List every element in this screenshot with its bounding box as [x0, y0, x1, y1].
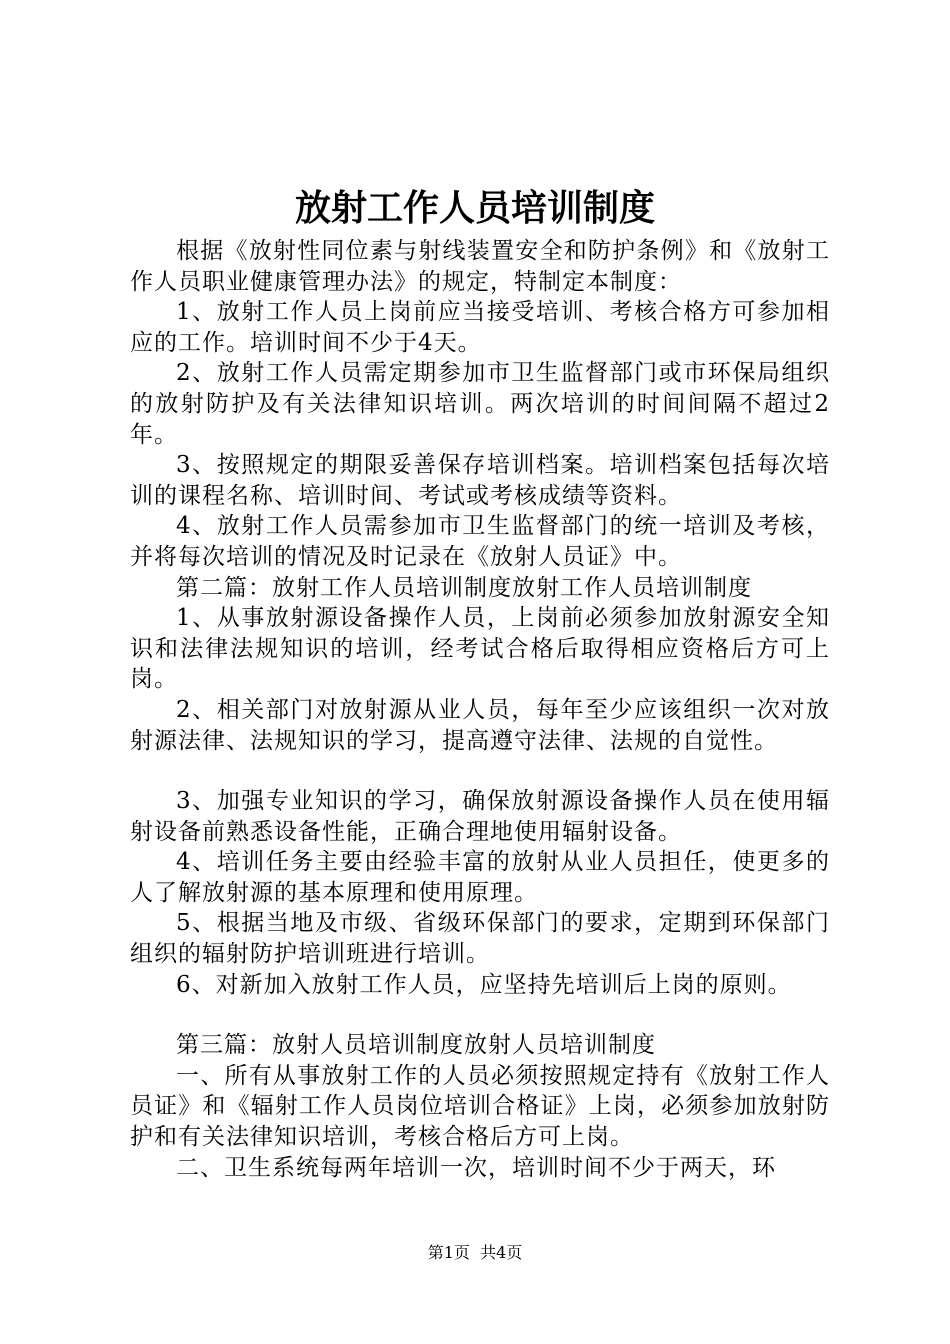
- paragraph-s2-item-6: 6、对新加入放射工作人员，应坚持先培训后上岗的原则。: [176, 971, 792, 998]
- paragraph-gap: [130, 756, 830, 786]
- page-number-label: 第1页 共4页: [427, 1243, 523, 1262]
- paragraph-s2-item-5: 5、根据当地及市级、省级环保部门的要求，定期到环保部门组织的辐射防护培训班进行培训。: [130, 910, 830, 968]
- paragraph-s2-item-1: 1、从事放射源设备操作人员，上岗前必须参加放射源安全知识和法律法规知识的培训，经考试合格后取得相应资格后方可上岗。: [130, 605, 830, 693]
- section-heading-3: 第三篇：放射人员培训制度放射人员培训制度: [176, 1032, 656, 1059]
- document-body: [130, 236, 830, 1183]
- document-title: 放射工作人员培训制度: [294, 187, 655, 229]
- paragraph-gap: [130, 1000, 830, 1030]
- paragraph-item-2: 2、放射工作人员需定期参加市卫生监督部门或市环保局组织的放射防护及有关法律知识培训。两次培训的时间间隔不超过2年。: [130, 360, 830, 448]
- paragraph-s2-item-2: 2、相关部门对放射源从业人员，每年至少应该组织一次对放射源法律、法规知识的学习，提高遵守法律、法规的自觉性。: [130, 696, 830, 754]
- paragraph-s3-item-1: 一、所有从事放射工作的人员必须按照规定持有《放射工作人员证》和《辐射工作人员岗位培训合格证》上岗，必须参加放射防护和有关法律知识培训，考核合格后方可上岗。: [130, 1062, 830, 1151]
- paragraph-item-4: 4、放射工作人员需参加市卫生监督部门的统一培训及考核，并将每次培训的情况及时记录在《放射人员证》中。: [130, 513, 830, 570]
- paragraph-s2-item-3: 3、加强专业知识的学习，确保放射源设备操作人员在使用辐射设备前熟悉设备性能，正确合理地使用辐射设备。: [130, 788, 830, 845]
- section-heading-2: 第二篇：放射工作人员培训制度放射工作人员培训制度: [176, 574, 752, 601]
- page-footer: [0, 1243, 950, 1263]
- paragraph-item-3: 3、按照规定的期限妥善保存培训档案。培训档案包括每次培训的课程名称、培训时间、考试或考核成绩等资料。: [130, 452, 830, 509]
- paragraph-intro: 根据《放射性同位素与射线装置安全和防护条例》和《放射工作人员职业健康管理办法》的规定，特制定本制度：: [130, 238, 830, 295]
- paragraph-s3-item-2: 二、卫生系统每两年培训一次，培训时间不少于两天，环: [176, 1154, 776, 1181]
- paragraph-item-1: 1、放射工作人员上岗前应当接受培训、考核合格方可参加相应的工作。培训时间不少于4天。: [130, 299, 830, 356]
- paragraph-s2-item-4: 4、培训任务主要由经验丰富的放射从业人员担任，使更多的人了解放射源的基本原理和使用原理。: [130, 849, 830, 906]
